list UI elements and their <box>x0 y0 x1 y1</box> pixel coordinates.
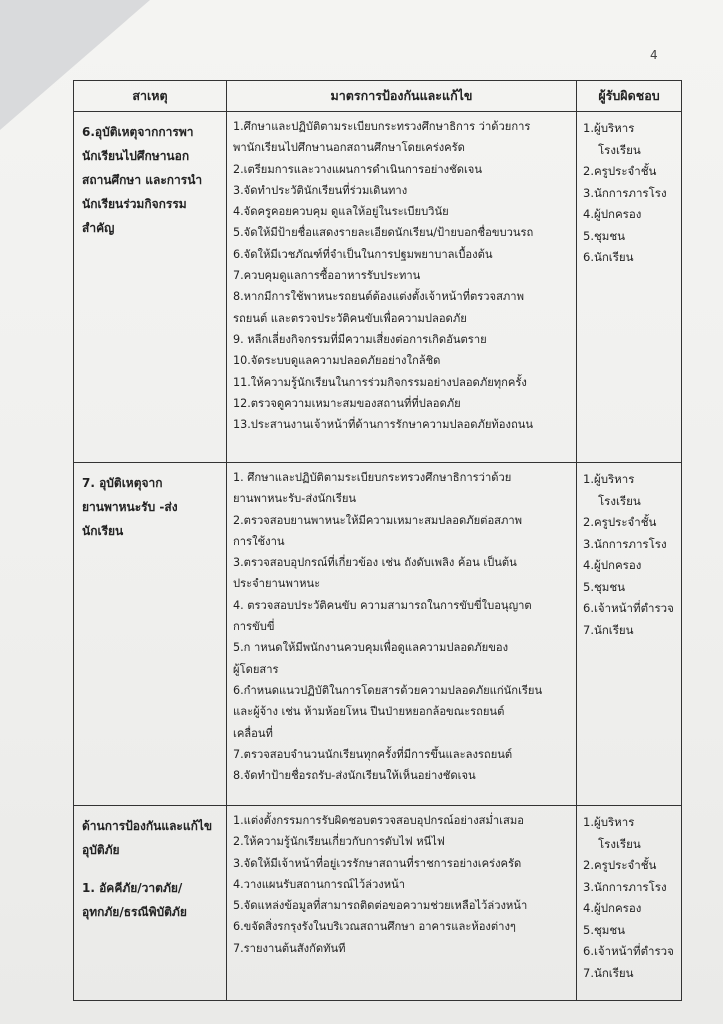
responsible-line: 7.นักเรียน <box>583 965 634 980</box>
responsible-line: 3.นักการภารโรง <box>583 879 667 894</box>
cause-line: สำคัญ <box>82 221 115 235</box>
measure-line: 7.ตรวจสอบจำนวนนักเรียนทุกครั้งที่มีการขึ้นและลงรถยนต์ <box>233 747 513 761</box>
measure-line: และผู้จ้าง เช่น ห้ามห้อยโหน ปีนป่ายหยอกล้อขณะรถยนต์ <box>233 705 505 719</box>
responsible-cell <box>577 806 682 1001</box>
measure-line: 11.ให้ความรู้นักเรียนในการร่วมกิจกรรมอย่างปลอดภัยทุกครั้ง <box>233 375 527 389</box>
measure-line: รถยนต์ และตรวจประวัติคนขับเพื่อความปลอดภัย <box>233 311 467 325</box>
measure-line: เคลื่อนที่ <box>233 726 273 740</box>
responsible-line: โรงเรียน <box>598 142 641 157</box>
measure-line: 2.ให้ความรู้นักเรียนเกี่ยวกับการดับไฟ หนีไฟ <box>233 835 445 849</box>
cause-line: ด้านการป้องกันและแก้ไข <box>82 819 213 833</box>
responsible-line: 4.ผู้ปกครอง <box>583 901 642 915</box>
measure-line: 13.ประสานงานเจ้าหน้าที่ด้านการรักษาความปลอดภัยท้องถนน <box>233 418 534 432</box>
measure-line: 2.ตรวจสอบยานพาหนะให้มีความเหมาะสมปลอดภัยต่อสภาพ <box>233 513 523 527</box>
cause-cell <box>74 806 227 1001</box>
measure-line: 1.แต่งตั้งกรรมการรับผิดชอบตรวจสอบอุปกรณ์อย่างสม่ำเสมอ <box>233 814 524 827</box>
measure-line: 8.หากมีการใช้พาหนะรถยนต์ต้องแต่งตั้งเจ้าหน้าที่ตรวจสภาพ <box>233 290 524 304</box>
measure-line: 10.จัดระบบดูแลความปลอดภัยอย่างใกล้ชิด <box>233 354 441 368</box>
measure-line: 3.จัดทำประวัตินักเรียนที่ร่วมเดินทาง <box>233 183 408 197</box>
measure-line: ผู้โดยสาร <box>233 662 279 676</box>
measure-line: ประจำยานพาหนะ <box>233 577 321 591</box>
responsible-line: 1.ผู้บริหาร <box>583 121 635 135</box>
measure-line: 7.รายงานต้นสังกัดทันที <box>233 941 346 955</box>
measure-line: 3.จัดให้มีเจ้าหน้าที่อยู่เวรรักษาสถานที่ราชการอย่างเคร่งครัด <box>233 856 522 870</box>
measure-line: 1.ศึกษาและปฏิบัติตามระเบียบกระทรวงศึกษาธิการ ว่าด้วยการ <box>233 120 531 133</box>
cause-cell <box>74 112 227 463</box>
cause-line: นักเรียน <box>82 524 124 538</box>
cause-line: นักเรียนไปศึกษานอก <box>82 149 190 163</box>
cause-line: 1. อัคคีภัย/วาตภัย/ <box>82 881 183 895</box>
measures-cell <box>227 112 577 463</box>
table-row <box>74 112 682 463</box>
cause-line: นักเรียนร่วมกิจกรรม <box>82 197 187 211</box>
measure-line: 2.เตรียมการและวางแผนการดำเนินการอย่างชัดเจน <box>233 162 482 176</box>
responsible-line: 1.ผู้บริหาร <box>583 815 635 829</box>
measure-line: 9. หลีกเลี่ยงกิจกรรมที่มีความเสี่ยงต่อการเกิดอันตราย <box>233 332 487 346</box>
measure-line: 4.จัดครูคอยควบคุม ดูแลให้อยู่ในระเบียบวินัย <box>233 205 449 219</box>
responsible-line: 2.ครูประจำชั้น <box>583 515 657 529</box>
table-row <box>74 463 682 806</box>
risk-measures-table <box>73 80 682 1001</box>
responsible-line: 5.ชุมชน <box>583 228 626 243</box>
responsible-line: 2.ครูประจำชั้น <box>583 164 657 178</box>
responsible-line: 6.เจ้าหน้าที่ตำรวจ <box>583 944 674 958</box>
cause-line: สถานศึกษา และการนำ <box>82 173 203 187</box>
responsible-line: 2.ครูประจำชั้น <box>583 858 657 872</box>
responsible-line: 6.เจ้าหน้าที่ตำรวจ <box>583 601 674 615</box>
table-row <box>74 806 682 1001</box>
responsible-line: โรงเรียน <box>598 493 641 508</box>
responsible-line: 4.ผู้ปกครอง <box>583 207 642 221</box>
page-number: 4 <box>650 48 658 62</box>
header-cause: สาเหตุ <box>74 81 227 112</box>
measure-line: 5.จัดให้มีป้ายชื่อแสดงรายละเอียดนักเรียน/ป้ายบอกชื่อขบวนรถ <box>233 226 534 240</box>
cause-line: 7. อุบัติเหตุจาก <box>82 476 163 490</box>
header-measures: มาตรการป้องกันและแก้ไข <box>227 81 577 112</box>
measure-line: 3.ตรวจสอบอุปกรณ์ที่เกี่ยวข้อง เช่น ถังดับเพลิง ค้อน เป็นต้น <box>233 556 517 570</box>
measure-line: 6.จัดให้มีเวชภัณฑ์ที่จำเป็นในการปฐมพยาบาลเบื้องต้น <box>233 247 493 261</box>
measure-line: 8.จัดทำป้ายชื่อรถรับ-ส่งนักเรียนให้เห็นอย่างชัดเจน <box>233 769 476 783</box>
measures-cell <box>227 806 577 1001</box>
measure-line: การขับขี่ <box>233 620 275 634</box>
cause-cell <box>74 463 227 806</box>
header-responsible: ผู้รับผิดชอบ <box>577 81 682 112</box>
measure-line: พานักเรียนไปศึกษานอกสถานศึกษาโดยเคร่งครัด <box>233 141 465 155</box>
responsible-line: 7.นักเรียน <box>583 622 634 637</box>
measure-line: 4.วางแผนรับสถานการณ์ไว้ล่วงหน้า <box>233 877 406 891</box>
measure-line: 5.จัดแหล่งข้อมูลที่สามารถติดต่อขอความช่วยเหลือไว้ล่วงหน้า <box>233 899 528 913</box>
cause-line: 6.อุบัติเหตุจากการพา <box>82 125 194 139</box>
responsible-line: 5.ชุมชน <box>583 579 626 594</box>
responsible-line: 5.ชุมชน <box>583 922 626 937</box>
measures-cell <box>227 463 577 806</box>
measure-line: การใช้งาน <box>233 534 285 548</box>
responsible-cell <box>577 463 682 806</box>
responsible-line: 1.ผู้บริหาร <box>583 472 635 486</box>
measure-line: 7.ควบคุมดูแลการซื้ออาหารรับประทาน <box>233 269 421 283</box>
measure-line: ยานพาหนะรับ-ส่งนักเรียน <box>233 492 357 506</box>
table-header-row <box>74 81 682 112</box>
measure-line: 5.ก าหนดให้มีพนักงานควบคุมเพื่อดูแลความปลอดภัยของ <box>233 641 509 655</box>
responsible-line: 3.นักการภารโรง <box>583 536 667 551</box>
responsible-line: 4.ผู้ปกครอง <box>583 558 642 572</box>
cause-spacer <box>82 862 220 876</box>
responsible-line: โรงเรียน <box>598 836 641 851</box>
measure-line: 6.กำหนดแนวปฏิบัติในการโดยสารด้วยความปลอดภัยแก่นักเรียน <box>233 683 543 697</box>
measure-line: 4. ตรวจสอบประวัติคนขับ ความสามารถในการขับขี่ใบอนุญาต <box>233 598 532 612</box>
measure-line: 1. ศึกษาและปฏิบัติตามระเบียบกระทรวงศึกษาธิการว่าด้วย <box>233 471 512 484</box>
responsible-line: 3.นักการภารโรง <box>583 185 667 200</box>
measure-line: 12.ตรวจดูความเหมาะสมของสถานที่ที่ปลอดภัย <box>233 396 461 410</box>
responsible-cell <box>577 112 682 463</box>
measure-line: 6.ขจัดสิ่งรกรุงรังในบริเวณสถานศึกษา อาคารและห้องต่างๆ <box>233 920 516 934</box>
cause-line: อุบัติภัย <box>82 843 120 857</box>
cause-line: ยานพาหนะรับ -ส่ง <box>82 500 178 514</box>
cause-line: อุทกภัย/ธรณีพิบัติภัย <box>82 905 187 919</box>
responsible-line: 6.นักเรียน <box>583 250 634 264</box>
